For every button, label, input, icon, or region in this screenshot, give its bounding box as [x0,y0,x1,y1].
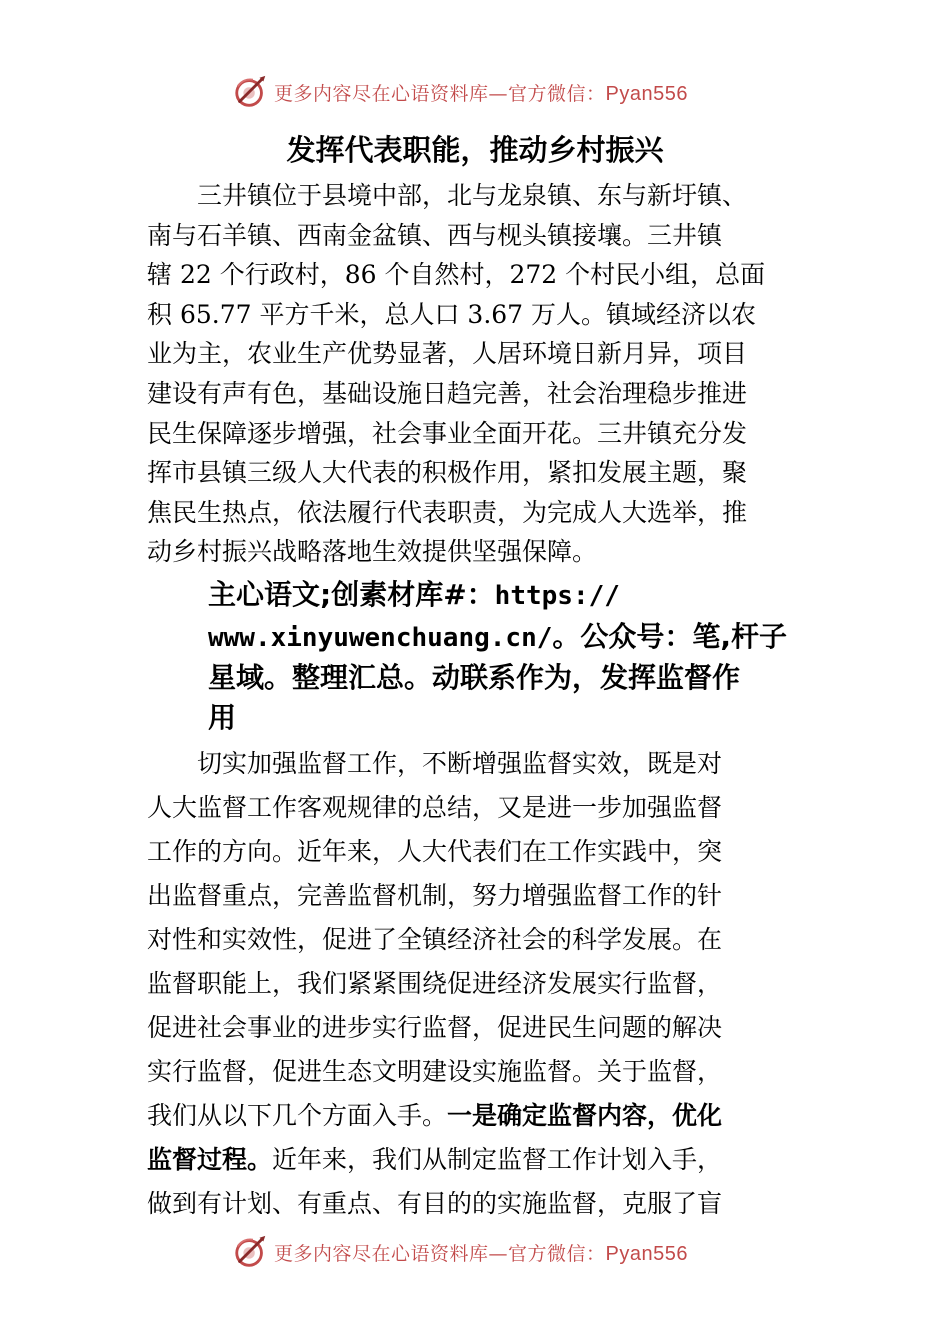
heading-part: 主心语文;创素材库#： [208,578,495,611]
header-watermark [232,72,752,112]
intro-line: 业为主，农业生产优势显著，人居环境日新月异，项目 [147,339,748,369]
brand-logo-icon [232,1233,270,1271]
bold-emphasis: 一是确定监督内容，优化 [447,1101,723,1130]
body-line: 切实加强监督工作，不断增强监督实效，既是对 [197,749,723,778]
watermark-text [274,1239,688,1266]
body-line: 人大监督工作客观规律的总结，又是进一步加强监督 [147,793,723,822]
footer-watermark [232,1232,752,1272]
watermark-wechat-id: Pyan556 [605,82,688,105]
intro-line: 建设有声有色，基础设施日趋完善，社会治理稳步推进 [147,378,748,408]
brand-logo-icon [232,73,270,111]
intro-line: 积 65.77 平方千米，总人口 3.67 万人。镇域经济以农 [147,299,757,329]
intro-line: 挥市县镇三级人大代表的积极作用，紧扣发展主题，聚 [147,458,748,488]
body-line: 做到有计划、有重点、有目的的实施监督，克服了盲 [147,1189,723,1218]
document-title: 发挥代表职能，推动乡村振兴 [286,133,664,167]
section-heading [208,575,838,737]
watermark-text [274,79,688,106]
body-line: 实行监督，促进生态文明建设实施监督。关于监督， [147,1057,723,1086]
body-line: 对性和实效性，促进了全镇经济社会的科学发展。在 [147,925,723,954]
heading-part: 用 [208,700,237,734]
body-line: 监督职能上，我们紧紧围绕促进经济发展实行监督， [147,969,723,998]
intro-paragraph [147,176,823,572]
intro-line: 民生保障逐步增强，社会事业全面开花。三井镇充分发 [147,418,748,448]
body-line [147,1138,811,1182]
heading-url-part: https:// [494,581,620,611]
body-line: 促进社会事业的进步实行监督，促进民生问题的解决 [147,1013,723,1042]
intro-line: 动乡村振兴战略落地生效提供坚强保障。 [147,537,598,567]
heading-part: 星域。整理汇总。动联系作为，发挥监督作 [208,661,741,694]
heading-url-part: www.xinyuwenchuang.cn/ [208,622,553,653]
intro-line: 南与石羊镇、西南金盆镇、西与枧头镇接壤。三井镇 [147,220,723,250]
body-text: 我们从以下几个方面入手。 [147,1101,448,1130]
intro-line: 焦民生热点，依法履行代表职责，为完成人大选举，推 [147,497,748,527]
body-paragraph [147,742,811,1226]
intro-line: 三井镇位于县境中部，北与龙泉镇、东与新圩镇、 [197,181,748,210]
intro-line: 辖 22 个行政村，86 个自然村，272 个村民小组，总面 [147,260,766,290]
body-line: 出监督重点，完善监督机制，努力增强监督工作的针 [147,881,723,910]
bold-emphasis: 监督过程。 [147,1145,273,1174]
body-line [147,1094,811,1138]
body-line: 工作的方向。近年来，人大代表们在工作实践中，突 [147,837,723,866]
heading-part: 。公众号：笔,杆子 [552,619,788,653]
body-text: 近年来，我们从制定监督工作计划入手， [272,1145,723,1174]
watermark-cn: 更多内容尽在心语资料库—官方微信： [274,1242,606,1265]
watermark-wechat-id: Pyan556 [605,1242,688,1265]
watermark-cn: 更多内容尽在心语资料库—官方微信： [274,82,606,105]
